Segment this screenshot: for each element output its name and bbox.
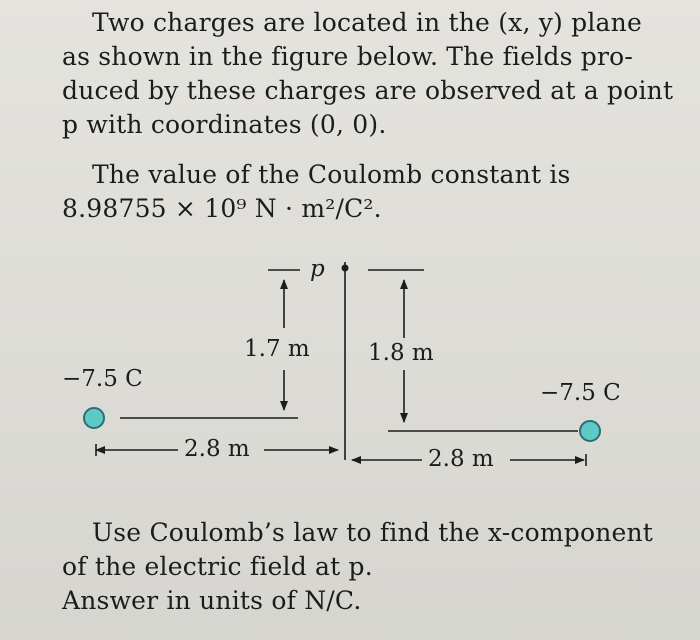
intro-line: p with coordinates (0, 0). <box>62 110 387 139</box>
right-horizontal-distance-label: 2.8 m <box>428 446 494 472</box>
question-line: Answer in units of N/C. <box>62 586 362 615</box>
constant-value: 8.98755 × 10⁹ N · m²/C². <box>62 194 382 223</box>
problem-intro <box>62 6 674 142</box>
right-vertical-distance-label: 1.8 m <box>368 340 434 366</box>
intro-line: Two charges are located in the (x, y) plane <box>92 8 642 37</box>
right-charge-label: −7.5 C <box>540 380 621 406</box>
question-line: Use Coulomb’s law to find the x-component <box>92 518 654 547</box>
intro-line: as shown in the figure below. The fields pro- <box>62 42 634 71</box>
charge-diagram <box>0 240 700 500</box>
point-p-marker <box>342 265 349 272</box>
intro-line: duced by these charges are observed at a point <box>62 76 674 105</box>
question-line: of the electric field at p. <box>62 552 373 581</box>
left-charge-label: −7.5 C <box>62 366 143 392</box>
right-charge-circle <box>580 421 600 441</box>
left-horizontal-distance-label: 2.8 m <box>184 436 250 462</box>
left-charge-circle <box>84 408 104 428</box>
constant-line: The value of the Coulomb constant is <box>92 160 571 189</box>
left-vertical-distance-label: 1.7 m <box>244 336 310 362</box>
question <box>62 516 672 618</box>
point-p-label: p <box>310 256 325 282</box>
coulomb-constant-statement <box>62 158 662 226</box>
